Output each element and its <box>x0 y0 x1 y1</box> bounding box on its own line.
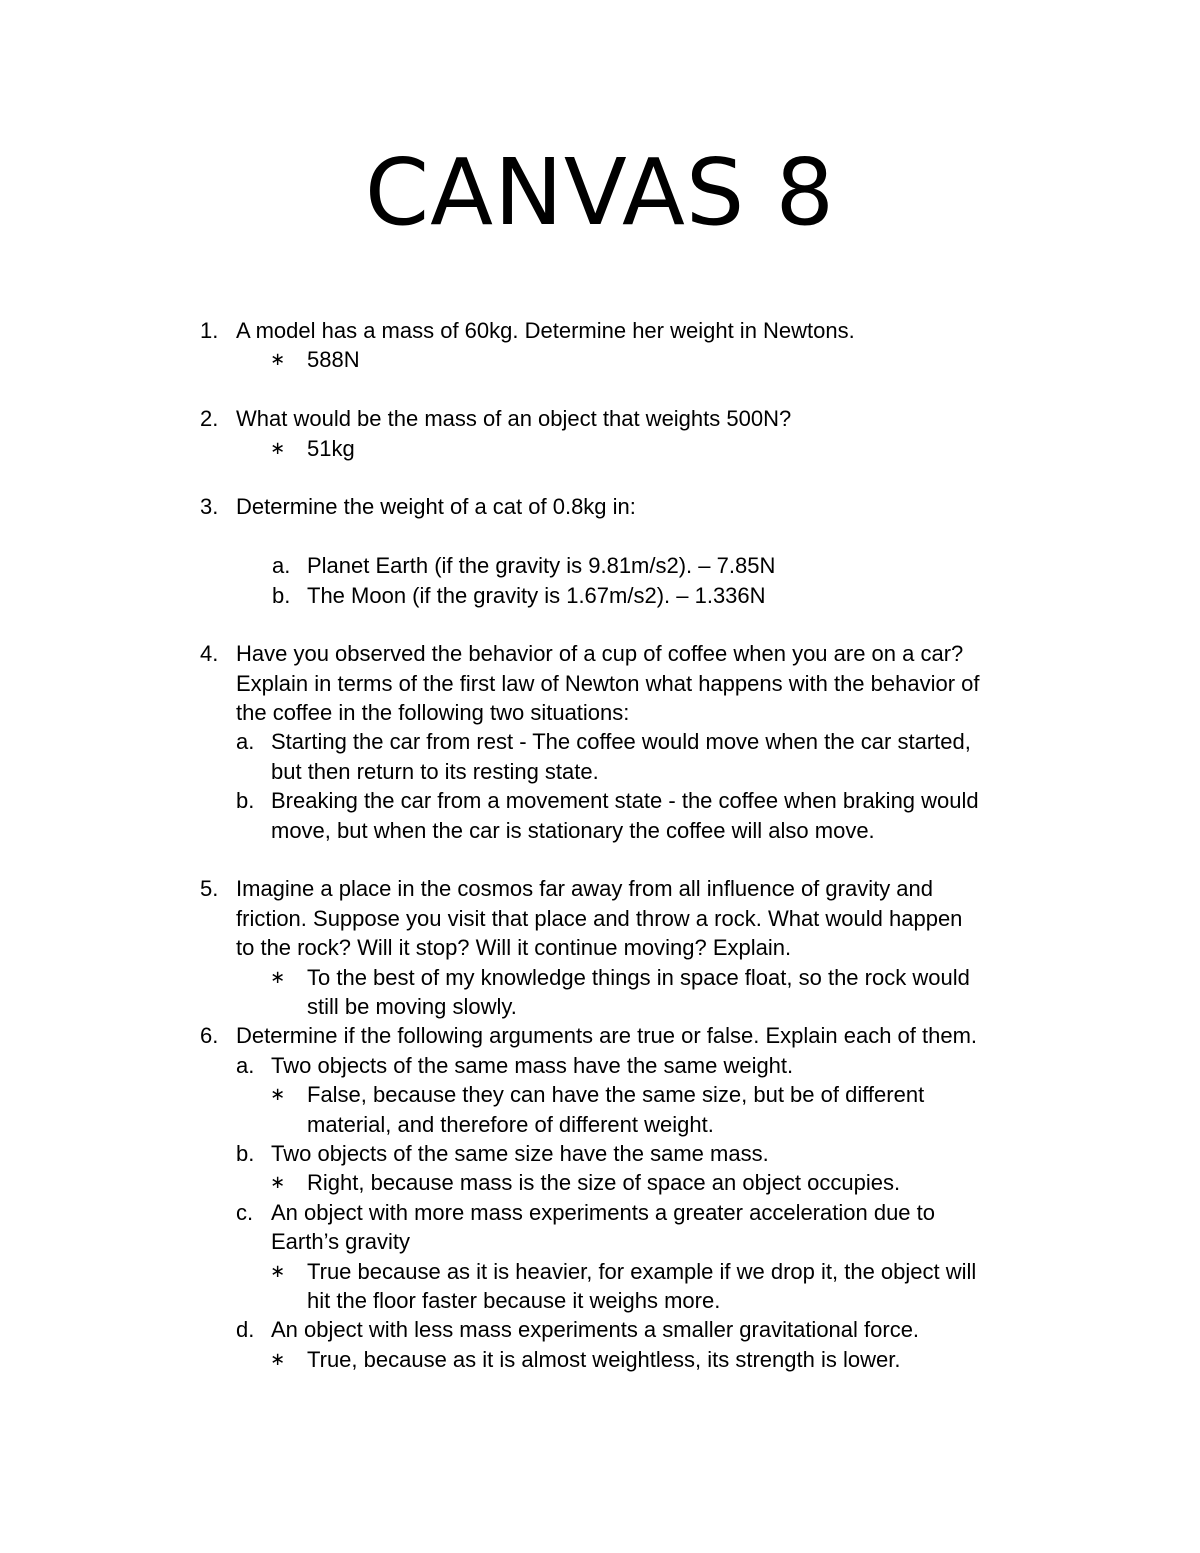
answer-2 <box>0 434 1200 463</box>
question-text: Explain in terms of the first law of Newton what happens with the behavior of <box>236 670 980 696</box>
question-4-line <box>0 698 1200 727</box>
asterisk-bullet-icon: ∗ <box>270 966 286 988</box>
answer-6a <box>0 1080 1200 1109</box>
answer-text: True because as it is heavier, for example if we drop it, the object will <box>307 1258 977 1284</box>
item-letter: b. <box>272 582 291 608</box>
item-text: The Moon (if the gravity is 1.67m/s2). – 1.336N <box>307 582 766 608</box>
question-number: 3. <box>200 494 219 520</box>
question-6 <box>0 1021 1200 1050</box>
answer-6c-line <box>0 1286 1200 1315</box>
page-title: CANVAS 8 <box>364 139 836 246</box>
question-text: What would be the mass of an object that weights 500N? <box>236 406 792 432</box>
spacer <box>0 522 1200 551</box>
question-text: Determine the weight of a cat of 0.8kg in: <box>236 494 636 520</box>
item-text: Planet Earth (if the gravity is 9.81m/s2). – 7.85N <box>307 553 776 579</box>
spacer <box>0 845 1200 874</box>
item-text: Earth’s gravity <box>271 1229 410 1255</box>
answer-6b <box>0 1168 1200 1197</box>
question-4-item-b-line <box>0 816 1200 845</box>
question-6-item-c <box>0 1198 1200 1227</box>
item-text: move, but when the car is stationary the coffee will also move. <box>271 817 875 843</box>
question-4 <box>0 639 1200 668</box>
item-text: Breaking the car from a movement state - the coffee when braking would <box>271 788 979 814</box>
asterisk-bullet-icon: ∗ <box>270 437 286 459</box>
item-text: Two objects of the same mass have the same weight. <box>271 1052 794 1078</box>
question-text: to the rock? Will it stop? Will it continue moving? Explain. <box>236 935 792 961</box>
question-text: friction. Suppose you visit that place and throw a rock. What would happen <box>236 905 963 931</box>
answer-6d <box>0 1345 1200 1374</box>
answer-text: material, and therefore of different weight. <box>307 1111 714 1137</box>
question-3 <box>0 492 1200 521</box>
question-number: 5. <box>200 876 219 902</box>
question-5-line <box>0 933 1200 962</box>
question-number: 1. <box>200 318 219 343</box>
question-6-item-d <box>0 1315 1200 1344</box>
answer-5-line <box>0 992 1200 1021</box>
spacer <box>0 610 1200 639</box>
answer-text: 51kg <box>307 435 355 461</box>
question-6-item-a <box>0 1051 1200 1080</box>
answer-text: hit the floor faster because it weighs more. <box>307 1287 721 1313</box>
answer-1 <box>0 345 1200 374</box>
item-letter: a. <box>236 1052 255 1078</box>
answer-text: To the best of my knowledge things in space float, so the rock would <box>307 964 970 990</box>
question-4-item-a <box>0 727 1200 756</box>
item-letter: b. <box>236 788 255 814</box>
asterisk-bullet-icon: ∗ <box>270 349 286 371</box>
item-text: An object with more mass experiments a greater acceleration due to <box>271 1199 935 1225</box>
asterisk-bullet-icon: ∗ <box>270 1348 286 1370</box>
question-text: A model has a mass of 60kg. Determine her weight in Newtons. <box>236 318 855 343</box>
question-6-item-c-line <box>0 1227 1200 1256</box>
answer-text: False, because they can have the same size, but be of different <box>307 1082 925 1108</box>
question-4-item-b <box>0 786 1200 815</box>
item-text: Two objects of the same size have the same mass. <box>271 1140 769 1166</box>
answer-text: still be moving slowly. <box>307 993 517 1019</box>
question-2 <box>0 404 1200 433</box>
item-letter: d. <box>236 1317 255 1343</box>
question-list <box>0 316 1200 1374</box>
item-letter: b. <box>236 1140 255 1166</box>
asterisk-bullet-icon: ∗ <box>270 1260 286 1282</box>
question-6-item-b <box>0 1139 1200 1168</box>
question-number: 6. <box>200 1023 219 1049</box>
item-text: but then return to its resting state. <box>271 758 599 784</box>
answer-6c <box>0 1257 1200 1286</box>
answer-text: Right, because mass is the size of space an object occupies. <box>307 1170 901 1196</box>
answer-5 <box>0 963 1200 992</box>
answer-6a-line <box>0 1110 1200 1139</box>
question-5-line <box>0 904 1200 933</box>
question-text: Have you observed the behavior of a cup of coffee when you are on a car? <box>236 641 964 667</box>
question-text: Determine if the following arguments are true or false. Explain each of them. <box>236 1023 978 1049</box>
answer-text: True, because as it is almost weightless, its strength is lower. <box>307 1346 901 1372</box>
item-letter: a. <box>236 729 255 755</box>
question-number: 2. <box>200 406 219 432</box>
question-1 <box>0 316 1200 345</box>
question-3-item-b <box>0 581 1200 610</box>
item-letter: c. <box>236 1199 254 1225</box>
item-letter: a. <box>272 553 291 579</box>
spacer <box>0 375 1200 404</box>
item-text: An object with less mass experiments a smaller gravitational force. <box>271 1317 920 1343</box>
answer-text: 588N <box>307 347 360 373</box>
question-4-line <box>0 669 1200 698</box>
asterisk-bullet-icon: ∗ <box>270 1084 286 1106</box>
item-text: Starting the car from rest - The coffee would move when the car started, <box>271 729 971 755</box>
asterisk-bullet-icon: ∗ <box>270 1172 286 1194</box>
question-number: 4. <box>200 641 219 667</box>
question-3-item-a <box>0 551 1200 580</box>
question-text: the coffee in the following two situations: <box>236 700 630 726</box>
question-text: Imagine a place in the cosmos far away from all influence of gravity and <box>236 876 934 902</box>
spacer <box>0 463 1200 492</box>
question-4-item-a-line <box>0 757 1200 786</box>
question-5 <box>0 874 1200 903</box>
